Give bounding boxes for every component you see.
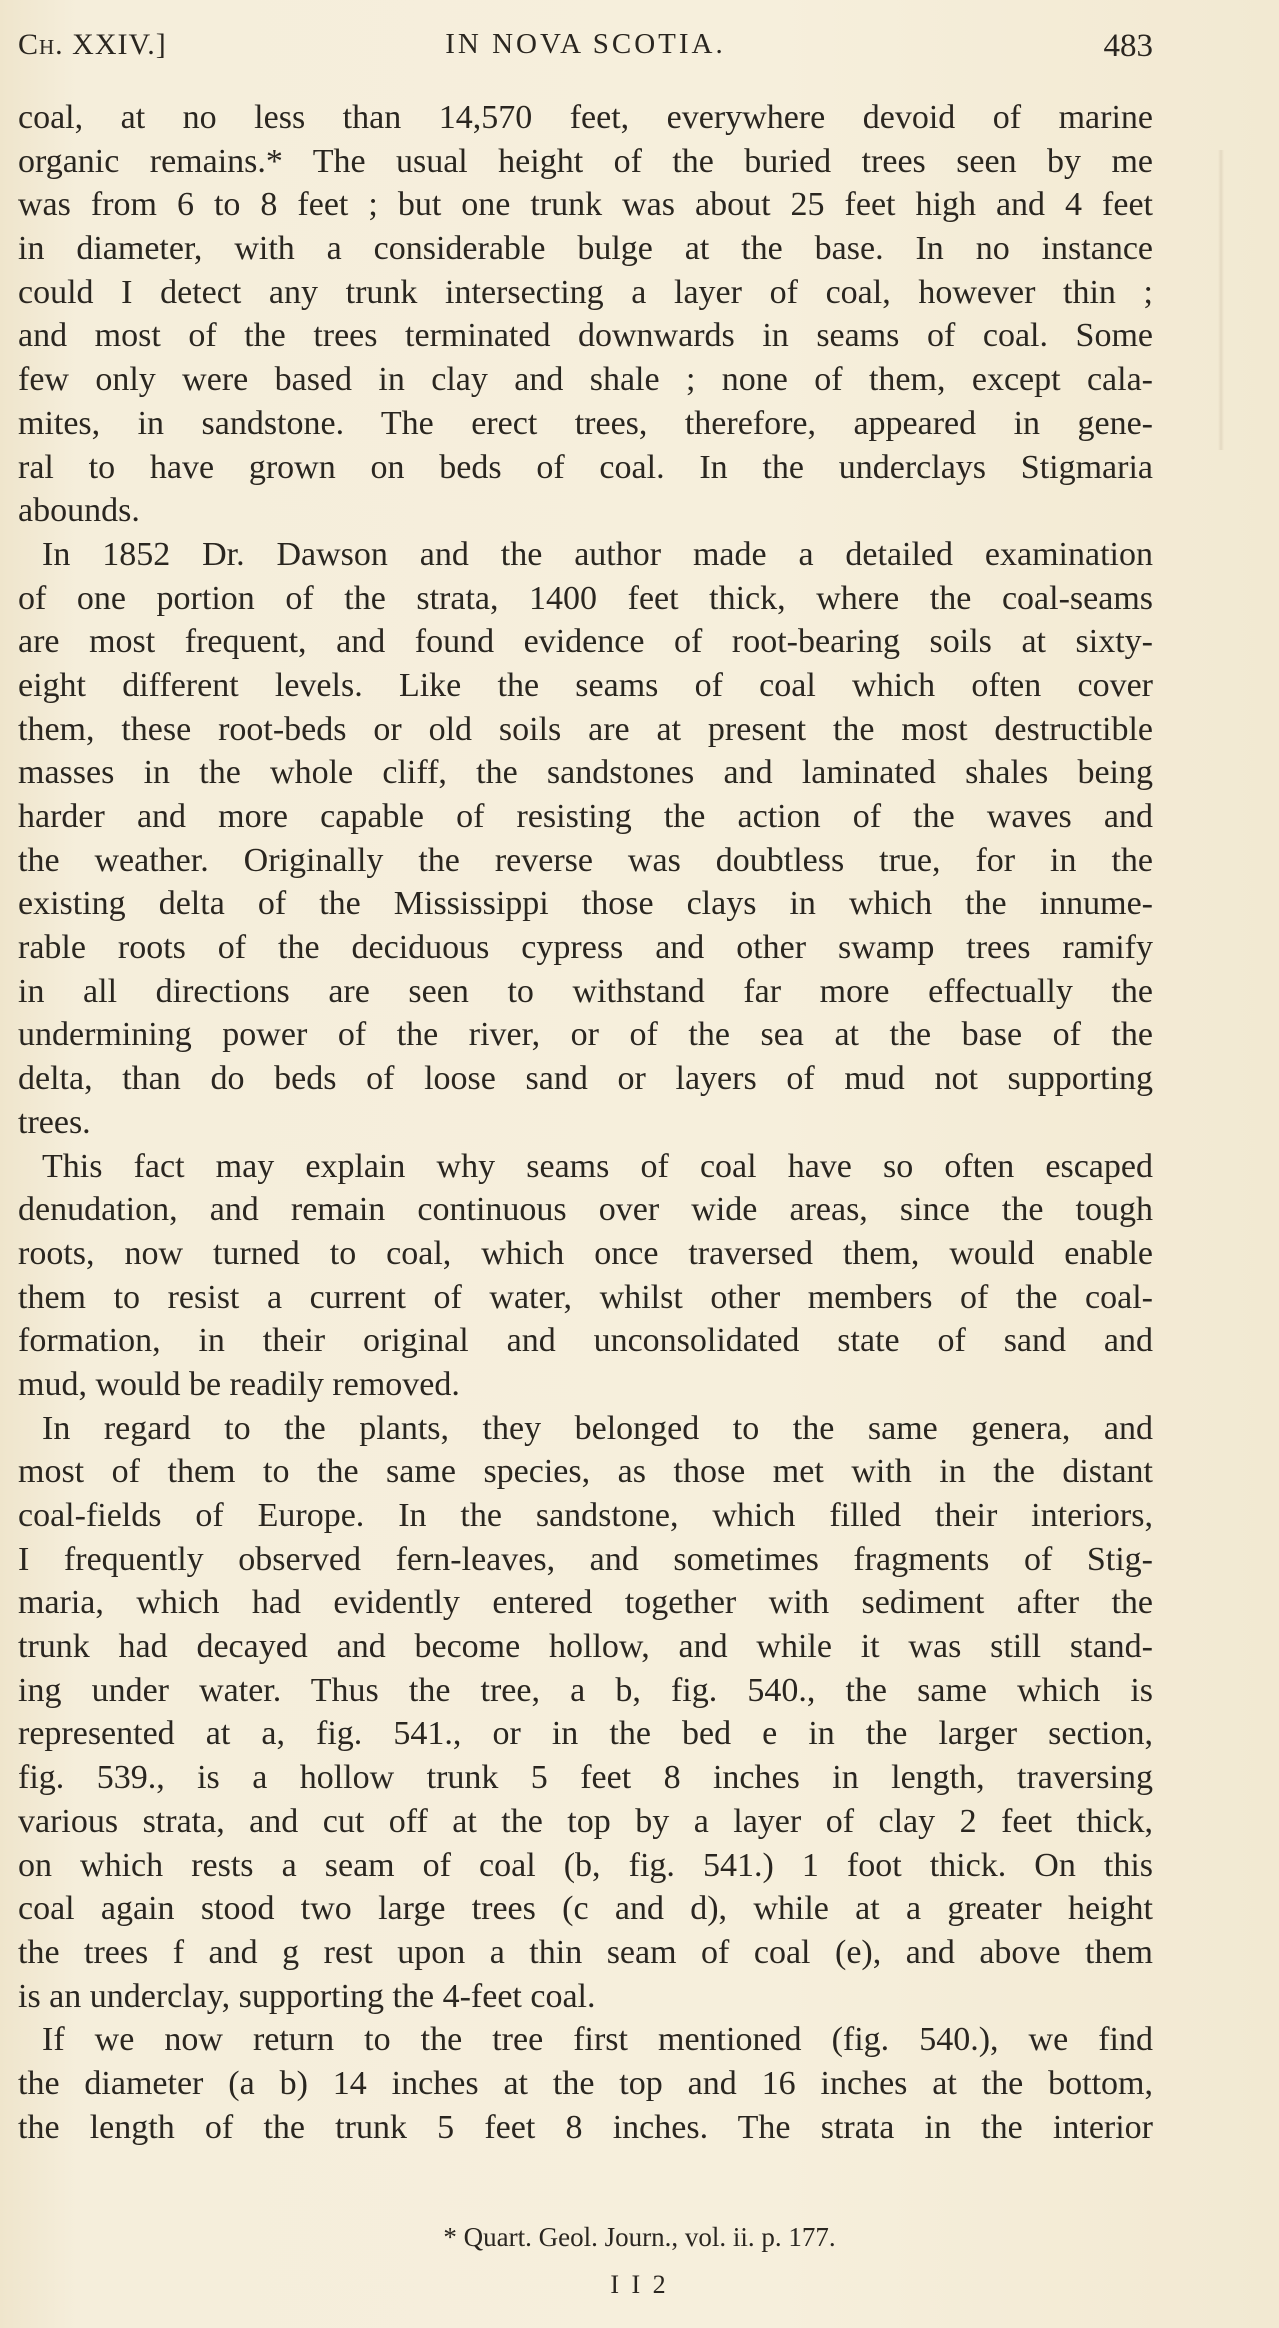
text-line: coal again stood two large trees (c and d), while at a greater height [18,1890,1153,1928]
text-line: In 1852 Dr. Dawson and the author made a detailed examination [42,535,1153,573]
text-line: organic remains.* The usual height of the buried trees seen by me [18,142,1153,180]
text-line: eight different levels. Like the seams of coal which often cover [18,666,1153,704]
text-line: coal, at no less than 14,570 feet, everywhere devoid of marine [18,99,1153,136]
text-line: the length of the trunk 5 feet 8 inches. The strata in the interior [18,2108,1153,2146]
text-line: most of them to the same species, as those met with in the distant [18,1453,1153,1491]
text-line: is an underclay, supporting the 4-feet coal. [18,1977,596,2015]
text-line: was from 6 to 8 feet ; but one trunk was about 25 feet high and 4 feet [18,186,1153,224]
text-line: on which rests a seam of coal (b, fig. 541.) 1 foot thick. On this [18,1846,1153,1884]
text-line: are most frequent, and found evidence of root-bearing soils at sixty- [18,623,1153,661]
text-line: If we now return to the tree first mentioned (fig. 540.), we find [42,2021,1153,2059]
text-line: harder and more capable of resisting the action of the waves and [18,798,1153,835]
text-line: coal-fields of Europe. In the sandstone, which filled their interiors, [18,1497,1153,1534]
text-line: ral to have grown on beds of coal. In the underclays Stigmaria [18,448,1153,486]
text-line: denudation, and remain continuous over wide areas, since the tough [18,1191,1153,1229]
text-line: of one portion of the strata, 1400 feet thick, where the coal-seams [18,579,1153,617]
text-line: ing under water. Thus the tree, a b, fig. 540., the same which is [18,1671,1153,1709]
text-line: In regard to the plants, they belonged to the same genera, and [42,1409,1153,1447]
text-line: maria, which had evidently entered together with sediment after the [18,1584,1153,1622]
text-line: rable roots of the deciduous cypress and other swamp trees ramify [18,929,1153,967]
text-line: the trees f and g rest upon a thin seam of coal (e), and above them [18,1933,1153,1971]
text-line: abounds. [18,492,140,530]
text-line: various strata, and cut off at the top by a layer of clay 2 feet thick, [18,1802,1153,1840]
page-edge-shadow [1218,150,1224,450]
running-header [18,28,1153,72]
text-line: them, these root-beds or old soils are at present the most destructible [18,710,1153,748]
text-line: I frequently observed fern-leaves, and sometimes fragments of Stig- [18,1540,1153,1578]
text-line: trunk had decayed and become hollow, and while it was still stand- [18,1628,1153,1666]
text-line: represented at a, fig. 541., or in the bed e in the larger section, [18,1715,1153,1753]
text-line: them to resist a current of water, whilst other members of the coal- [18,1278,1153,1316]
chapter-label: Ch. XXIV.] [18,28,167,61]
text-line: fig. 539., is a hollow trunk 5 feet 8 inches in length, traversing [18,1759,1153,1797]
text-line: delta, than do beds of loose sand or layers of mud not supporting [18,1060,1153,1098]
text-line: mud, would be readily removed. [18,1365,460,1403]
text-line: This fact may explain why seams of coal have so often escaped [42,1147,1153,1185]
text-line: in all directions are seen to withstand far more effectually the [18,972,1153,1010]
body-text [18,96,1153,2149]
text-line: and most of the trees terminated downwards in seams of coal. Some [18,317,1153,355]
printer-signature: I I 2 [610,2270,669,2299]
text-line: could I detect any trunk intersecting a layer of coal, however thin ; [18,273,1153,311]
footnote: * Quart. Geol. Journ., vol. ii. p. 177. [443,2222,836,2252]
page-number: 483 [1103,28,1153,64]
text-line: masses in the whole cliff, the sandstones and laminated shales being [18,754,1153,792]
text-line: few only were based in clay and shale ; none of them, except cala- [18,361,1153,399]
text-line: trees. [18,1103,91,1141]
text-line: in diameter, with a considerable bulge at the base. In no instance [18,230,1153,268]
text-line: the diameter (a b) 14 inches at the top and 16 inches at the bottom, [18,2064,1153,2102]
text-line: existing delta of the Mississippi those clays in which the innume- [18,885,1153,923]
text-line: roots, now turned to coal, which once traversed them, would enable [18,1234,1153,1272]
text-line: undermining power of the river, or of the sea at the base of the [18,1016,1153,1054]
running-title: IN NOVA SCOTIA. [445,28,726,60]
text-line: formation, in their original and unconsolidated state of sand and [18,1322,1153,1360]
text-line: mites, in sandstone. The erect trees, therefore, appeared in gene- [18,404,1153,442]
text-line: the weather. Originally the reverse was doubtless true, for in the [18,841,1153,879]
